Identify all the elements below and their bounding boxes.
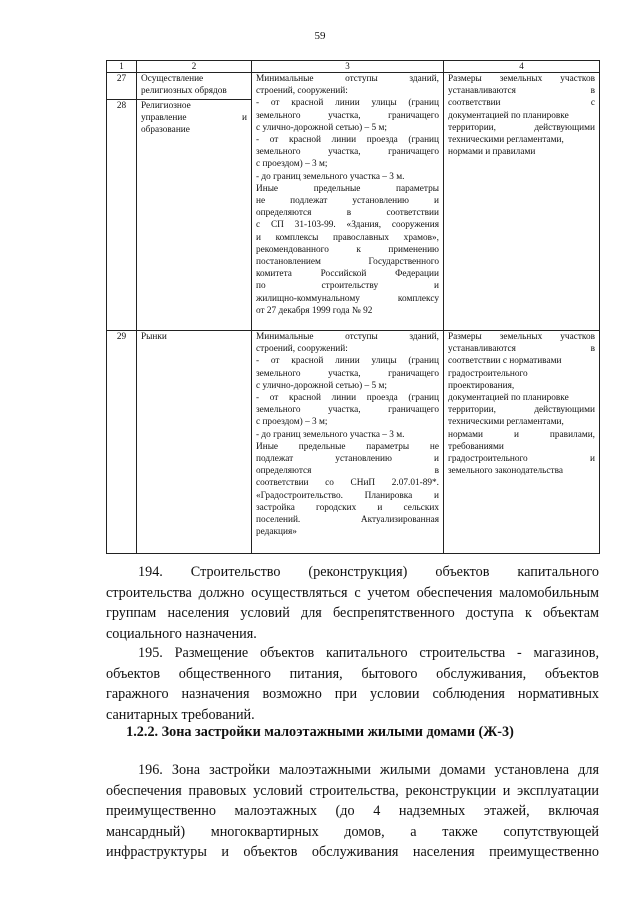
sizes-line: документацией по планировке xyxy=(448,393,569,404)
sizes-line: территории, действующими xyxy=(448,122,595,133)
sizes-cell xyxy=(444,73,600,331)
requirements-cell xyxy=(252,331,444,554)
row-name-cell xyxy=(137,331,252,554)
sizes-line: градостроительного и xyxy=(448,454,595,465)
paragraph-line: инфраструктуры и объектов обслуживания населения преимущественно xyxy=(106,844,599,861)
sizes-cell xyxy=(444,331,600,554)
requirement-line: застройка городских и сельских xyxy=(256,502,439,513)
paragraph-line: санитарных требований. xyxy=(106,706,255,723)
requirement-line: - до границ земельного участка – 3 м. xyxy=(256,171,405,182)
sizes-line: земельного законодательства xyxy=(448,466,563,477)
requirement-line: соответствии со СНиП 2.07.01-89*. xyxy=(256,478,439,489)
sizes-line: техническими регламентами, xyxy=(448,417,564,428)
requirement-line: «Градостроительство. Планировка и xyxy=(256,490,439,501)
row-name-line: образование xyxy=(141,125,190,136)
sizes-line: устанавливаются в xyxy=(448,86,595,97)
requirement-line: строений, сооружений: xyxy=(256,344,348,355)
requirement-line: Минимальные отступы зданий, xyxy=(256,74,439,84)
header-col-3: 3 xyxy=(252,61,444,73)
sizes-line: устанавливаются в xyxy=(448,344,595,355)
paragraph-line: обеспечения правовых условий строительства, реконструкции и эксплуатации xyxy=(106,782,599,799)
requirement-line: с проездом) – 3 м; xyxy=(256,159,328,170)
requirement-line: Иные предельные параметры xyxy=(256,183,439,194)
requirement-line: постановлением Государственного xyxy=(256,257,439,268)
paragraph-195 xyxy=(106,643,599,725)
paragraph-line: объектов общественного питания, бытового обслуживания, объектов xyxy=(106,665,599,682)
paragraph-line: преимущественно малоэтажных (до 4 надземных этажей, включая xyxy=(106,803,599,820)
requirement-line: с проездом) – 3 м; xyxy=(256,417,328,428)
table-row xyxy=(107,73,600,100)
requirement-line: - от красной линии проезда (границ xyxy=(256,135,439,146)
requirement-line: Иные предельные параметры не xyxy=(256,441,439,452)
sizes-line: соответствии с нормативами xyxy=(448,356,562,367)
requirement-line: - от красной линии улицы (границ xyxy=(256,356,439,367)
paragraph-196 xyxy=(106,760,599,863)
requirement-line: и комплексы православных храмов», xyxy=(256,232,439,243)
paragraph-line: мансардный) многоквартирных домов, а также сопутствующей xyxy=(106,823,599,840)
sizes-line: соответствии с xyxy=(448,98,595,109)
requirement-line: - от красной линии улицы (границ xyxy=(256,98,439,109)
requirement-line: земельного участка, граничащего xyxy=(256,405,439,416)
paragraph-line: 195. Размещение объектов капитального строительства - магазинов, xyxy=(138,645,599,661)
row-number: 29 xyxy=(107,331,137,554)
row-name-cell xyxy=(137,73,252,100)
sizes-line: Размеры земельных участков xyxy=(448,332,595,342)
requirement-line: с улично-дорожной сетью) – 5 м; xyxy=(256,122,387,133)
requirement-line: земельного участка, граничащего xyxy=(256,110,439,121)
requirement-line: по строительству и xyxy=(256,281,439,292)
requirement-line: - от красной линии проезда (границ xyxy=(256,393,439,404)
requirement-line: с СП 31-103-99. «Здания, сооружения xyxy=(256,220,439,231)
requirement-line: земельного участка, граничащего xyxy=(256,368,439,379)
paragraph-line: 194. Строительство (реконструкция) объектов капитального xyxy=(138,564,599,580)
row-name-cell xyxy=(137,100,252,331)
requirement-line: Минимальные отступы зданий, xyxy=(256,332,439,342)
sizes-line: документацией по планировке xyxy=(448,110,569,121)
requirement-line: - до границ земельного участка – 3 м. xyxy=(256,429,405,440)
sizes-line: градостроительного xyxy=(448,368,528,379)
sizes-line: Размеры земельных участков xyxy=(448,74,595,84)
page-number: 59 xyxy=(314,30,326,42)
requirement-line: комитета Российской Федерации xyxy=(256,269,439,280)
requirement-line: определяются в соответствии xyxy=(256,208,439,219)
row-number: 28 xyxy=(107,100,137,331)
header-col-4: 4 xyxy=(444,61,600,73)
row-name-line: Религиозное xyxy=(141,101,191,111)
requirement-line: поселений. Актуализированная xyxy=(256,515,439,526)
sizes-line: проектирования, xyxy=(448,380,515,391)
requirement-line: не подлежат установлению и xyxy=(256,196,439,207)
zoning-table xyxy=(106,60,600,554)
requirement-line: земельного участка, граничащего xyxy=(256,147,439,158)
requirement-line: от 27 декабря 1999 года № 92 xyxy=(256,305,373,316)
requirement-line: с улично-дорожной сетью) – 5 м; xyxy=(256,380,387,391)
paragraph-line: 196. Зона застройки малоэтажными жилыми домами установлена для xyxy=(138,762,599,778)
header-col-2: 2 xyxy=(137,61,252,73)
row-name-line: управление и xyxy=(141,113,247,124)
requirement-line: определяются в xyxy=(256,466,439,477)
paragraph-line: строительства должно осуществляться с учетом обеспечения маломобильным xyxy=(106,584,599,601)
sizes-line: нормами и правилами, xyxy=(448,429,595,440)
requirement-line: рекомендованного к применению xyxy=(256,244,439,255)
paragraph-line: гаражного назначения возможно при условии соблюдения нормативных xyxy=(106,686,599,703)
row-number: 27 xyxy=(107,73,137,100)
row-name-line: религиозных обрядов xyxy=(141,86,227,97)
header-col-1: 1 xyxy=(107,61,137,73)
table-header-row xyxy=(107,61,600,73)
requirement-line: редакция» xyxy=(256,527,297,538)
row-name-line: Осуществление xyxy=(141,74,204,84)
paragraph-194 xyxy=(106,562,599,644)
requirement-line: подлежат установлению и xyxy=(256,454,439,465)
row-name-line: Рынки xyxy=(141,332,167,342)
sizes-line: нормами и правилами xyxy=(448,147,536,158)
paragraph-line: социального назначения. xyxy=(106,625,257,642)
table-row xyxy=(107,331,600,554)
requirements-cell xyxy=(252,73,444,331)
sizes-line: территории, действующими xyxy=(448,405,595,416)
section-heading: 1.2.2. Зона застройки малоэтажными жилыми домами (Ж-3) xyxy=(126,724,514,740)
sizes-line: техническими регламентами, xyxy=(448,135,564,146)
paragraph-line: группам населения условий для беспрепятственного доступа к объектам xyxy=(106,605,599,622)
requirement-line: жилищно-коммунальному комплексу xyxy=(256,293,439,304)
sizes-line: требованиями xyxy=(448,441,504,452)
requirement-line: строений, сооружений: xyxy=(256,86,348,97)
